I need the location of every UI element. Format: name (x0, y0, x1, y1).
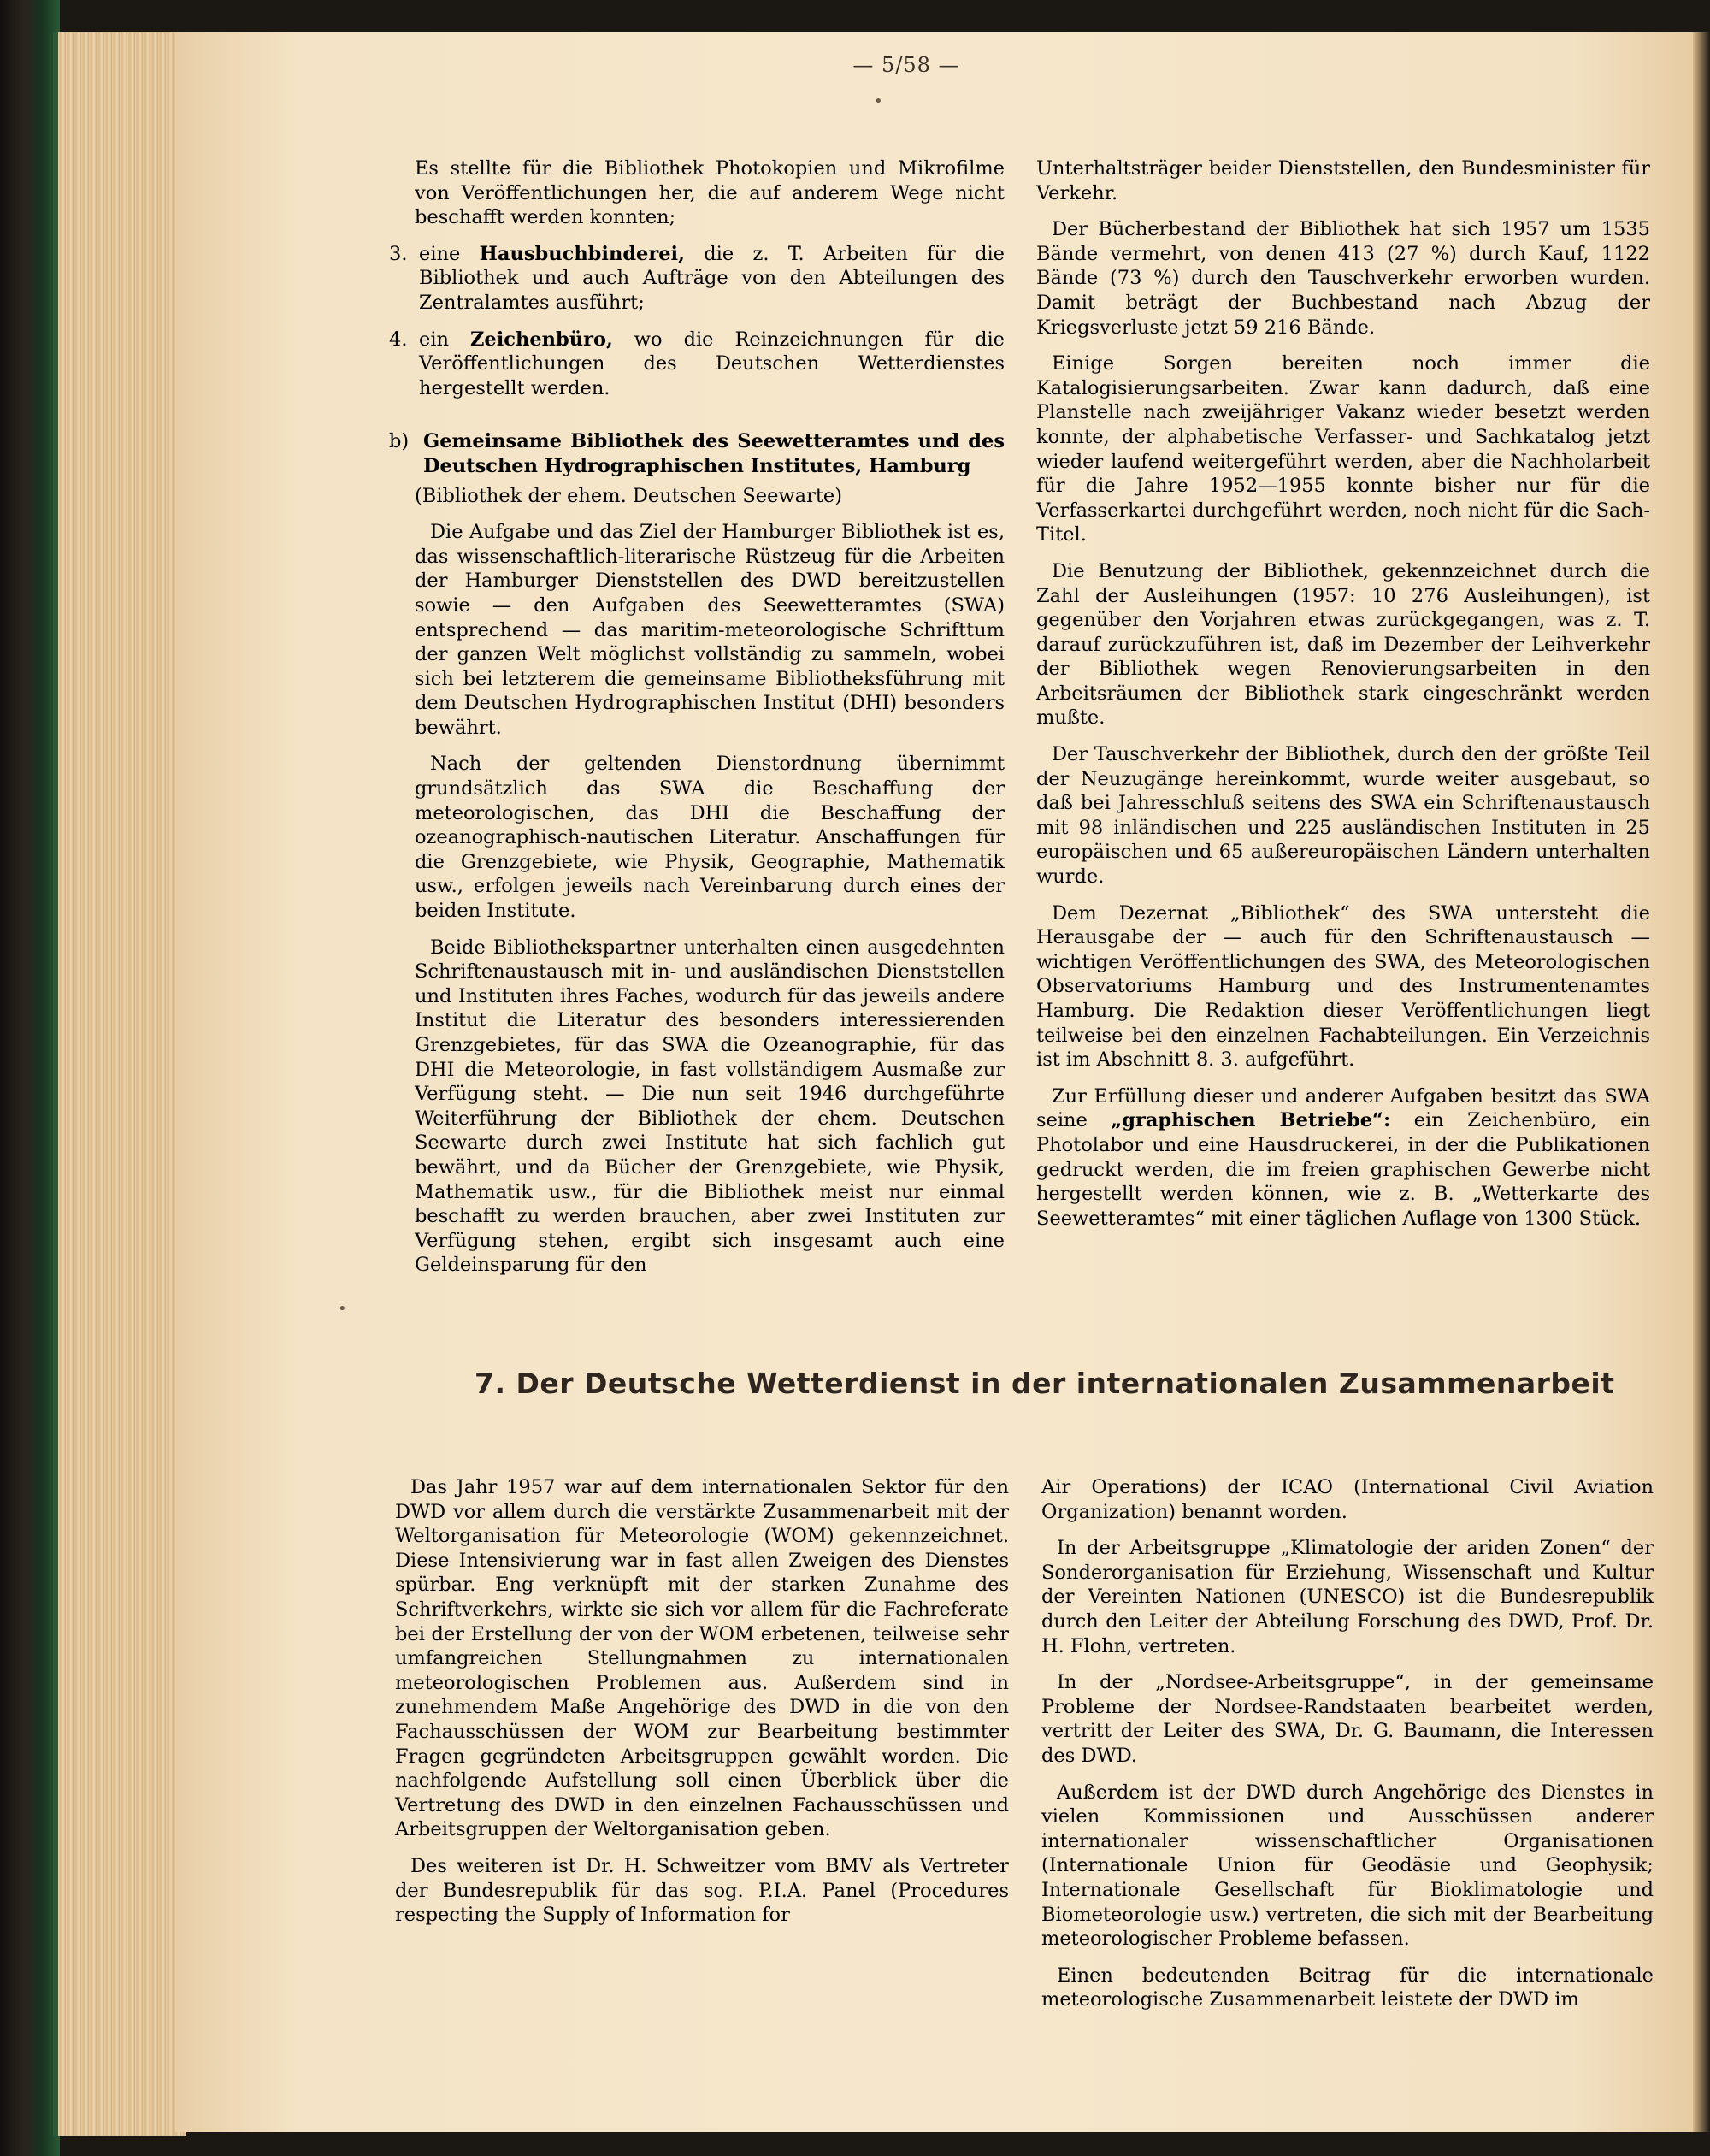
page-right-edge (1693, 32, 1710, 2132)
page-number: — 5/58 — (852, 53, 960, 77)
top-right-column (1036, 157, 1650, 1243)
bottom-left-column (395, 1475, 1009, 1940)
list-item (389, 328, 1005, 401)
list-text-prefix: ein (419, 328, 470, 351)
list-text (419, 328, 1005, 401)
subsection-letter: b) (389, 430, 410, 453)
paragraph: Dem Dezernat „Bibliothek“ des SWA untersteht die Herausgabe der — auch für den Schriftenaustausch — wichtigen Veröffentlichungen des SWA, des Meteorologischen Observatoriums Hamburg und des Instrumentenamtes Hamburg. Die Redaktion dieser Veröffentlichungen liegt teilweise bei den einzelnen Fachabteilungen. Ein Verzeichnis ist im Abschnitt 8. 3. aufgeführt. (1036, 901, 1650, 1072)
paragraph: Einige Sorgen bereiten noch immer die Katalogisierungsarbeiten. Zwar kann dadurch, daß eine Planstelle nach zweijähriger Vakanz wieder besetzt werden konnte, der alphabetische Verfasser- und Sachkatalog jetzt wieder laufend weitergeführt werden, aber die Nachholarbeit für die Jahre 1952—1955 konnte bisher nur für die Verfasserkartei durchgeführt werden, noch nicht für die Sach-Titel. (1036, 352, 1650, 546)
paragraph: Des weiteren ist Dr. H. Schweitzer vom BMV als Vertreter der Bundesrepublik für das sog. P.I.A. Panel (Procedures respecting the Supply of Information for (395, 1854, 1009, 1927)
paragraph: Die Aufgabe und das Ziel der Hamburger Bibliothek ist es, das wissenschaftlich-literarische Rüstzeug für die Arbeiten der Hamburger Dienststellen des DWD bereitzustellen sowie — den Aufgaben des Seewetteramtes (SWA) entsprechend — das maritim-meteorologische Schrifttum der ganzen Welt möglichst vollständig zu sammeln, wobei sich bei letzterem die gemeinsame Bibliotheksführung mit dem Deutschen Hydrographischen Institut (DHI) besonders bewährt. (415, 521, 1005, 739)
list-number: 4. (389, 328, 408, 351)
list-text-bold: Zeichenbüro, (469, 328, 613, 351)
paragraph: Es stellte für die Bibliothek Photokopien und Mikrofilme von Veröffentlichungen her, die auf anderem Wege nicht beschafft werden konnten; (415, 157, 1005, 229)
list-text (419, 242, 1005, 316)
paragraph: Einen bedeutenden Beitrag für die internationale meteorologische Zusammenarbeit leistete der DWD im (1041, 1964, 1654, 2011)
list-text-rest: wo die Reinzeichnungen für die Veröffentlichungen des Deutschen Wetterdienstes hergestellt werden. (419, 328, 1005, 399)
top-left-column (389, 157, 1005, 1290)
book-binding (0, 0, 60, 2156)
paragraph: Nach der geltenden Dienstordnung übernimmt grundsätzlich das SWA die Beschaffung der meteorologischen, das DHI die Beschaffung der ozeanographisch-nautischen Literatur. Anschaffungen für die Grenzgebiete, wie Physik, Geographie, Mathematik usw., erfolgen jeweils nach Vereinbarung durch eines der beiden Institute. (415, 753, 1005, 923)
paragraph: Das Jahr 1957 war auf dem internationalen Sektor für den DWD vor allem durch die verstärkte Zusammenarbeit mit der Weltorganisation für Meteorologie (WOM) gekennzeichnet. Diese Intensivierung war in fast allen Zweigen des Dienstes spürbar. Eng verknüpft mit der starken Zunahme des Schriftverkehrs, wirkte sie sich vor allem für die Fachreferate bei der Erstellung der von der WOM erbetenen, teilweise sehr umfangreichen Stellungnahmen zu internationalen meteorologischen Problemen aus. Außerdem sind in zunehmendem Maße Angehörige des DWD in die von den Fachausschüssen der WOM zur Bearbeitung bestimmter Fragen gegründeten Arbeitsgruppen gewählt worden. Die nachfolgende Aufstellung soll einen Überblick über die Vertretung des DWD in den einzelnen Fachausschüssen und Arbeitsgruppen der Weltorganisation geben. (395, 1476, 1009, 1841)
subsection-heading (389, 429, 1005, 478)
list-text-prefix: eine (419, 242, 480, 265)
subsection-title: Gemeinsame Bibliothek des Seewetteramtes und des Deutschen Hydrographischen Institutes, Hamburg (423, 430, 1005, 477)
list-item (389, 242, 1005, 316)
paragraph: Unterhaltsträger beider Dienststellen, den Bundesminister für Verkehr. (1036, 157, 1650, 204)
paragraph: Der Bücherbestand der Bibliothek hat sich 1957 um 1535 Bände vermehrt, von denen 413 (27 %) durch Kauf, 1122 Bände (73 %) durch den Tauschverkehr erworben wurden. Damit beträgt der Buchbestand nach Abzug der Kriegsverluste jetzt 59 216 Bände. (1036, 218, 1650, 339)
list-text-bold: Hausbuchbinderei, (479, 242, 685, 265)
paragraph (1036, 1084, 1650, 1232)
page-edges (53, 32, 186, 2136)
speck-mark: • (874, 92, 883, 110)
paragraph-rest: ein Zeichenbüro, ein Photolabor und eine Hausdruckerei, in der die Publikationen gedruckt werden, die im freien graphischen Gewerbe nicht hergestellt werden können, wie z. B. „Wetterkarte des Seewetteramtes“ mit einer täglichen Auflage von 1300 Stück. (1036, 1109, 1650, 1230)
paragraph-prefix: Zur Erfüllung dieser und anderer Aufgaben besitzt das SWA seine (1036, 1084, 1650, 1132)
list-text-rest: die z. T. Arbeiten für die Bibliothek und auch Aufträge von den Abteilungen des Zentralamtes ausführt; (419, 242, 1005, 314)
paragraph: Air Operations) der ICAO (International Civil Aviation Organization) benannt worden. (1041, 1476, 1654, 1523)
paragraph: In der Arbeitsgruppe „Klimatologie der ariden Zonen“ der Sonderorganisation für Erziehung, Wissenschaft und Kultur der Vereinten Nationen (UNESCO) ist die Bundesrepublik durch den Leiter der Abteilung Forschung des DWD, Prof. Dr. H. Flohn, vertreten. (1041, 1537, 1654, 1657)
paragraph: Beide Bibliothekspartner unterhalten einen ausgedehnten Schriftenaustausch mit in- und ausländischen Dienststellen und Instituten ihres Faches, wodurch für das jeweils andere Institut die Literatur des besonders interessierenden Grenzgebietes, für das SWA die Ozeanographie, für das DHI die Meteorologie, in fast vollständigem Ausmaße zur Verfügung steht. — Die nun seit 1946 durchgeführte Weiterführung der Bibliothek der ehem. Deutschen Seewarte durch zwei Institute hat sich fachlich gut bewährt, und da Bücher der Grenzgebiete, wie Physik, Mathematik usw., für die Bibliothek meist nur einmal beschafft zu werden brauchen, aber zwei Instituten zur Verfügung stehen, ergibt sich insgesamt auch eine Geldeinsparung für den (415, 936, 1005, 1277)
subsection-note: (Bibliothek der ehem. Deutschen Seewarte) (415, 484, 842, 507)
paragraph: Der Tauschverkehr der Bibliothek, durch den der größte Teil der Neuzugänge hereinkommt, wurde weiter ausgebaut, so daß bei Jahresschluß seitens des SWA ein Schriftenaustausch mit 98 inländischen und 225 ausländischen Instituten in 25 europäischen und 65 außereuropäischen Ländern unterhalten wurde. (1036, 743, 1650, 889)
bottom-right-column (1041, 1475, 1654, 2024)
speck-mark: • (338, 1300, 347, 1318)
paragraph: In der „Nordsee-Arbeitsgruppe“, in der gemeinsame Probleme der Nordsee-Randstaaten bearbeitet werden, vertritt der Leiter des SWA, Dr. G. Baumann, die Interessen des DWD. (1041, 1671, 1654, 1767)
paragraph-bold: „graphischen Betriebe“: (1111, 1109, 1391, 1132)
paragraph: Die Benutzung der Bibliothek, gekennzeichnet durch die Zahl der Ausleihungen (1957: 10 276 Ausleihungen), ist gegenüber den Vorjahren etwas zurückgegangen, was z. T. darauf zurückzuführen ist, daß im Dezember der Leihverkehr der Bibliothek wegen Renovierungsarbeiten in den Arbeitsräumen der Bibliothek stark eingeschränkt werden mußte. (1036, 559, 1650, 729)
list-number: 3. (389, 242, 408, 265)
section-heading: 7. Der Deutsche Wetterdienst in der internationalen Zusammenarbeit (475, 1367, 1615, 1400)
paragraph: Außerdem ist der DWD durch Angehörige des Dienstes in vielen Kommissionen und Ausschüssen anderer internationaler wissenschaftlicher Organisationen (Internationale Union für Geodäsie und Geophysik; Internationale Gesellschaft für Bioklimatologie und Biometeorologie usw.) vertreten, die sich mit der Bearbeitung meteorologischer Probleme befassen. (1041, 1781, 1654, 1951)
